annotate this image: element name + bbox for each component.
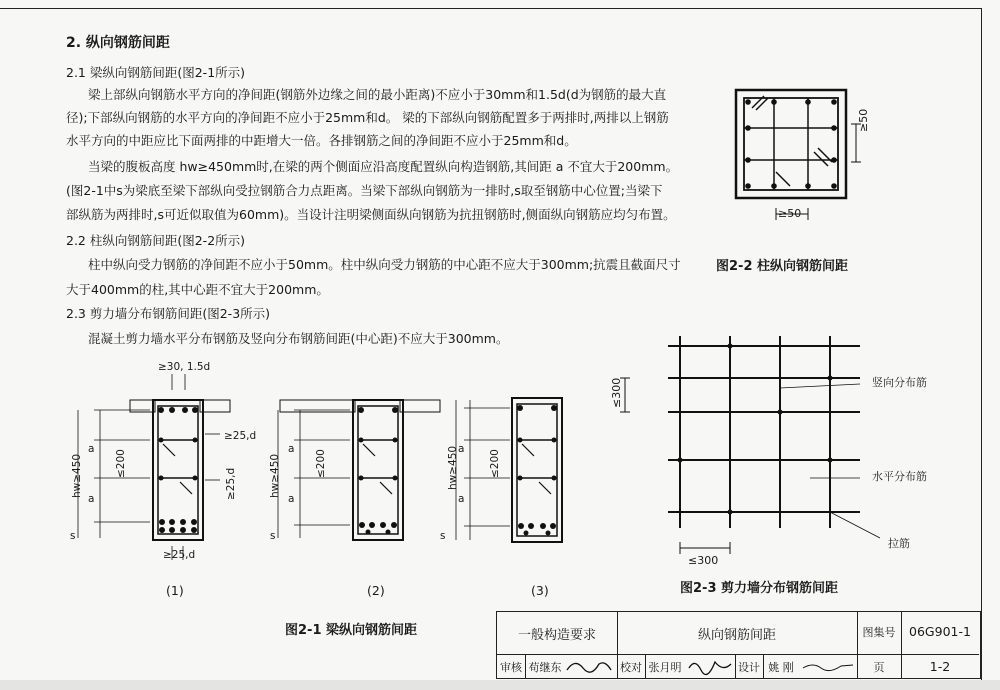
beam-label-1: (1) [166, 583, 184, 598]
beam1-hw: hw≥450 [71, 453, 83, 498]
fig22-caption: 图2-2 柱纵向钢筋间距 [716, 259, 849, 274]
tb-design-name: 姚 刚 [768, 661, 794, 674]
beam3-le200: ≤200 [489, 449, 501, 478]
beam2-s: s [270, 530, 276, 542]
tb-divider-h [497, 654, 979, 655]
check-signature [687, 656, 733, 676]
s22-line-1: 柱中纵向受力钢筋的净间距不应小于50mm。柱中纵向受力钢筋的中心距不应大于300mm;抗震且截面尺寸 [88, 257, 681, 272]
s22-heading: 2.2 柱纵向钢筋间距(图2-2所示) [66, 233, 246, 248]
s22-line-2: 大于400mm的柱,其中心距不宜大于200mm。 [66, 282, 329, 297]
beam-dim-vertical: ≥25,d [225, 467, 237, 500]
sheet-border-right [981, 8, 982, 680]
beam2-le200: ≤200 [315, 449, 327, 478]
beam-dim-top: ≥30, 1.5d [158, 361, 211, 373]
beam2-hw: hw≥450 [269, 453, 281, 498]
s21-line-1: 梁上部纵向钢筋水平方向的净间距(钢筋外边缘之间的最小距离)不应小于30mm和1.5d(d为钢筋的最大直 [88, 87, 667, 102]
s21-line-3: 水平方向的中距应比下面两排的中距增大一倍。各排钢筋之间的净间距不应小于25mm和d。 [66, 133, 577, 148]
wall-dim-horizontal: ≤300 [688, 554, 719, 567]
s21-heading: 2.1 梁纵向钢筋间距(图2-1所示) [66, 65, 246, 80]
title-block [496, 611, 981, 679]
beam3-hw: hw≥450 [447, 445, 459, 490]
beam-label-2: (2) [367, 583, 385, 598]
beam1-le200: ≤200 [115, 449, 127, 478]
tb-check-label: 校对 [620, 661, 642, 674]
tb-page-no: 1-2 [929, 659, 951, 674]
tb-atlas-label: 图集号 [862, 626, 896, 639]
s21-line-6: 部纵筋为两排时,s可近似取值为60mm)。当设计注明梁侧面纵向钢筋为抗扭钢筋时,侧面纵向钢筋应均匀布置。 [66, 207, 676, 222]
beam-dim-bottom: ≥25,d [163, 549, 196, 561]
tb-atlas-no: 06G901-1 [909, 624, 971, 639]
beam1-s: s [70, 530, 76, 542]
review-signature [565, 656, 615, 676]
s21-line-2: 径);下部纵向钢筋的水平方向的净间距不应小于25mm和d。 梁的下部纵向钢筋配置多于两排时,两排以上钢筋 [66, 110, 669, 125]
s21-line-5: (图2-1中s为梁底至梁下部纵向受拉钢筋合力点距离。当梁下部纵向钢筋为一排时,s取至钢筋中心位置;当梁下 [66, 183, 663, 198]
s21-line-4: 当梁的腹板高度 hw≥450mm时,在梁的两个侧面应沿高度配置纵向构造钢筋,其间距 a 不宜大于200mm。 [88, 159, 679, 174]
tb-design-label: 设计 [738, 661, 760, 674]
fig21-caption: 图2-1 梁纵向钢筋间距 [285, 623, 418, 638]
label-tie-bars: 拉筋 [888, 537, 910, 550]
bottom-strip [0, 680, 1000, 690]
beam1-a1: a [88, 443, 95, 455]
design-signature [801, 656, 855, 676]
beam-dim-side: ≥25,d [224, 430, 257, 442]
tb-main-title: 纵向钢筋间距 [697, 628, 776, 643]
tb-left-title: 一般构造要求 [517, 628, 596, 643]
beam2-a2: a [288, 493, 295, 505]
tb-page-label: 页 [873, 661, 885, 674]
beam1-a2: a [88, 493, 95, 505]
fig23-caption: 图2-3 剪力墙分布钢筋间距 [680, 581, 839, 596]
wall-dim-vertical: ≤300 [610, 377, 623, 408]
tb-review-label: 审核 [500, 661, 522, 674]
s23-heading: 2.3 剪力墙分布钢筋间距(图2-3所示) [66, 306, 271, 321]
beam3-s: s [440, 530, 446, 542]
beam3-a1: a [458, 443, 465, 455]
column-dim-horizontal: ≥50 [778, 207, 802, 220]
beam3-a2: a [458, 493, 465, 505]
label-horizontal-bars: 水平分布筋 [872, 470, 927, 483]
sheet-border-top [0, 8, 982, 9]
section-title: 2. 纵向钢筋间距 [66, 35, 170, 51]
s23-line-1: 混凝土剪力墙水平分布钢筋及竖向分布钢筋间距(中心距)不应大于300mm。 [88, 331, 509, 346]
beam-label-3: (3) [531, 583, 549, 598]
tb-review-name: 苟继东 [528, 661, 562, 674]
beam2-a1: a [288, 443, 295, 455]
tb-check-name: 张月明 [648, 661, 682, 674]
column-dim-vertical: ≥50 [857, 108, 870, 132]
label-vertical-bars: 竖向分布筋 [872, 376, 927, 389]
shear-wall-grid-figure [600, 328, 910, 568]
